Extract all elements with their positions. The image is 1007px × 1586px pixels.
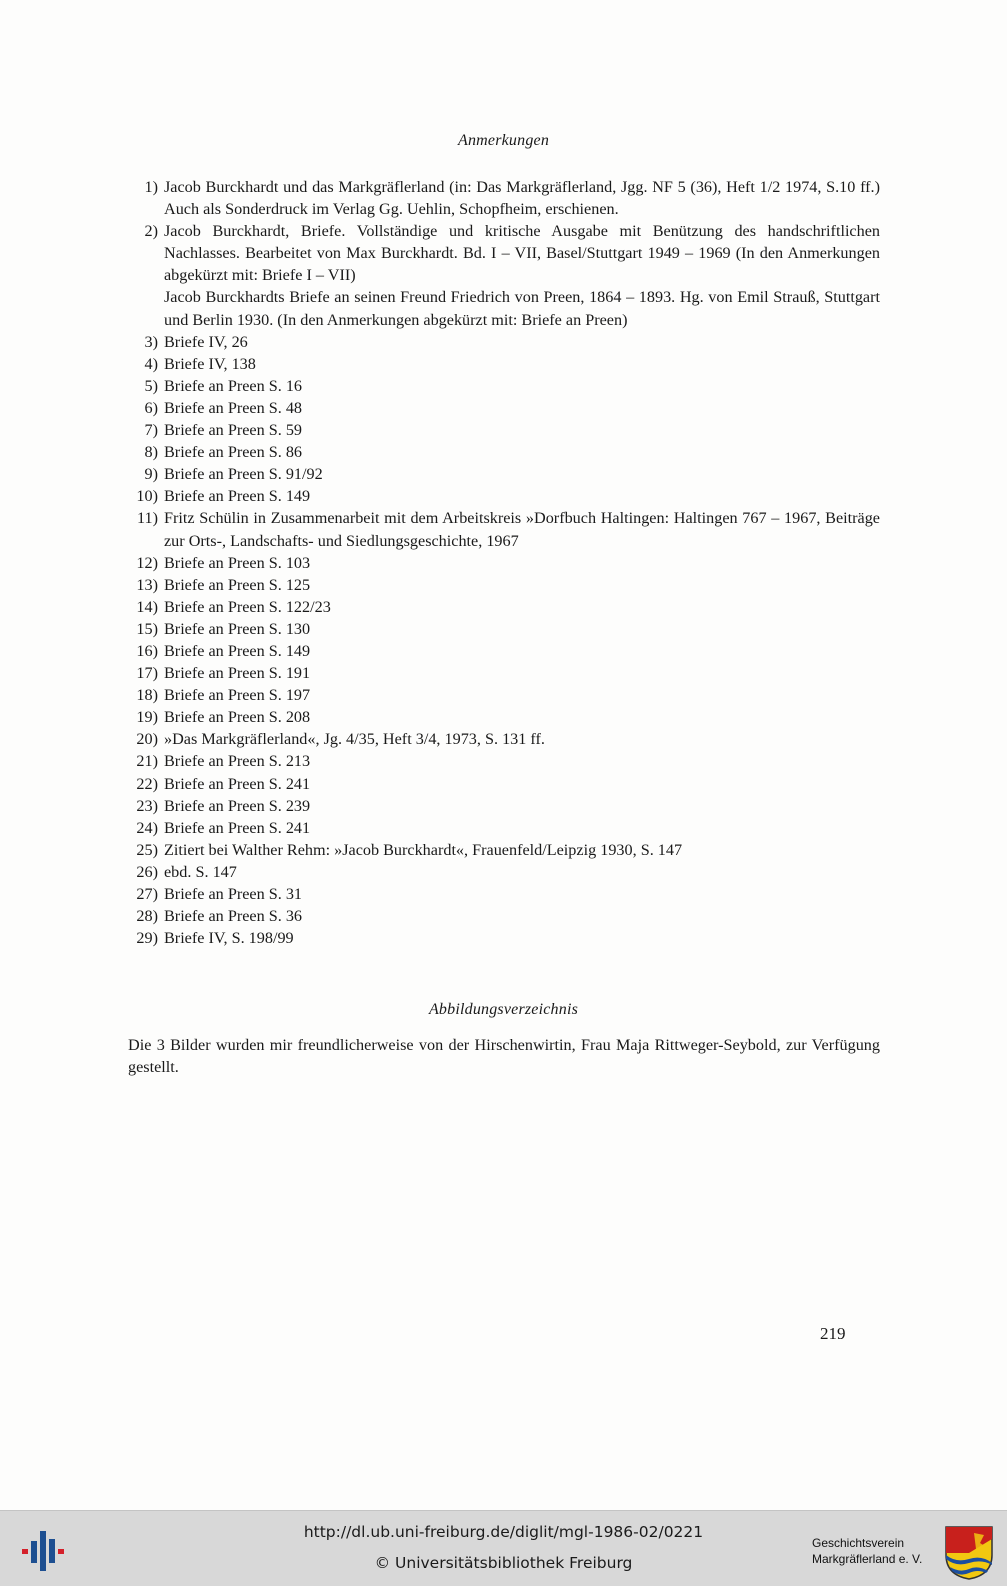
- note-text: Briefe an Preen S. 16: [164, 376, 303, 395]
- figures-heading: Abbildungsverzeichnis: [428, 1001, 579, 1018]
- note-item: [128, 485, 880, 507]
- note-item: [128, 706, 880, 728]
- note-number: 19): [136, 708, 158, 727]
- note-item: [128, 817, 880, 839]
- note-text: Briefe an Preen S. 86: [164, 443, 303, 462]
- note-item: [128, 728, 880, 750]
- note-number: 18): [136, 686, 158, 705]
- note-number: 23): [136, 796, 158, 815]
- note-item: [128, 773, 880, 795]
- note-item: [128, 353, 880, 375]
- note-text: Briefe an Preen S. 130: [164, 619, 311, 638]
- page-number: 219: [820, 1324, 846, 1343]
- figures-text: Die 3 Bilder wurden mir freundlicherweise von der Hirschenwirtin, Frau Maja Rittweger-Seybold, zur Verfügung gestellt.: [128, 1036, 880, 1077]
- note-number: 15): [136, 619, 158, 638]
- note-text: Briefe IV, S. 198/99: [164, 929, 294, 948]
- note-text: Briefe an Preen S. 241: [164, 774, 311, 793]
- note-item: [128, 331, 880, 353]
- note-text: Briefe IV, 26: [164, 332, 248, 351]
- note-text: Briefe an Preen S. 213: [164, 752, 311, 771]
- note-number: 28): [136, 907, 158, 926]
- note-item: [128, 861, 880, 883]
- note-item: [128, 176, 880, 220]
- note-item: [128, 905, 880, 927]
- note-item: [128, 507, 880, 551]
- note-text: Briefe an Preen S. 36: [164, 907, 303, 926]
- note-number: 7): [144, 421, 158, 440]
- note-text: Briefe IV, 138: [164, 354, 256, 373]
- note-number: 8): [144, 443, 158, 462]
- society-crest-icon[interactable]: [944, 1525, 994, 1581]
- note-item: [128, 883, 880, 905]
- footer-url-link[interactable]: http://dl.ub.uni-freiburg.de/diglit/mgl-1986-02/0221: [303, 1523, 704, 1541]
- note-item: [128, 795, 880, 817]
- note-number: 17): [136, 664, 158, 683]
- note-number: 26): [136, 862, 158, 881]
- note-number: 14): [136, 597, 158, 616]
- note-text: Briefe an Preen S. 31: [164, 885, 303, 903]
- note-number: 21): [136, 752, 158, 771]
- note-item: [128, 662, 880, 684]
- note-item: [128, 927, 880, 949]
- note-number: 2): [144, 222, 158, 241]
- note-item: [128, 618, 880, 640]
- note-item: [128, 596, 880, 618]
- footer-bar: [0, 1510, 1007, 1586]
- note-number: 11): [137, 509, 158, 528]
- note-text: Briefe an Preen S. 59: [164, 421, 303, 440]
- note-text: Briefe an Preen S. 149: [164, 487, 311, 506]
- note-item: [128, 286, 880, 330]
- note-text: Briefe an Preen S. 208: [164, 708, 311, 727]
- note-item: [128, 574, 880, 596]
- note-text: Briefe an Preen S. 122/23: [164, 597, 331, 616]
- note-number: 27): [136, 885, 158, 903]
- note-number: 3): [144, 332, 158, 351]
- note-text: Briefe an Preen S. 239: [164, 796, 311, 815]
- notes-list: [128, 176, 880, 949]
- note-text: »Das Markgräflerland«, Jg. 4/35, Heft 3/4, 1973, S. 131 ff.: [164, 730, 545, 749]
- note-number: 5): [144, 376, 158, 395]
- note-text: ebd. S. 147: [164, 862, 237, 881]
- note-text: Briefe an Preen S. 103: [164, 553, 311, 572]
- note-number: 6): [144, 398, 158, 417]
- note-text: Briefe an Preen S. 48: [164, 398, 303, 417]
- note-item: [128, 839, 880, 861]
- note-number: 12): [136, 553, 158, 572]
- note-item: [128, 750, 880, 772]
- society-name-line2: Markgräflerland e. V.: [812, 1552, 923, 1566]
- society-name: [812, 1535, 932, 1567]
- note-text: Briefe an Preen S. 91/92: [164, 465, 323, 484]
- note-number: 25): [136, 840, 158, 859]
- note-item: [128, 397, 880, 419]
- note-text: Fritz Schülin in Zusammenarbeit mit dem Arbeitskreis »Dorfbuch Haltingen: Haltingen 767 – 1967, Beiträge zur Orts-, Landschafts- und Siedlungsgeschichte, 1967: [164, 509, 880, 550]
- note-number: 9): [144, 465, 158, 484]
- note-text: Zitiert bei Walther Rehm: »Jacob Burckhardt«, Frauenfeld/Leipzig 1930, S. 147: [164, 840, 683, 859]
- note-number: 13): [136, 575, 158, 594]
- note-text: Briefe an Preen S. 125: [164, 575, 311, 594]
- footer-copyright: © Universitätsbibliothek Freiburg: [374, 1554, 633, 1572]
- note-text: Briefe an Preen S. 191: [164, 664, 311, 683]
- note-number: 22): [136, 774, 158, 793]
- note-text: Jacob Burckhardt, Briefe. Vollständige und kritische Ausgabe mit Benützung des handschriftlichen Nachlasses. Bearbeitet von Max Burckhardt. Bd. I – VII, Basel/Stuttgart 1949 – 1969 (In den Anmerkungen abgekürzt mit: Briefe I – VII): [164, 222, 880, 285]
- note-item: [128, 441, 880, 463]
- note-number: 10): [136, 487, 158, 506]
- note-number: 20): [136, 730, 158, 749]
- note-number: 1): [144, 178, 158, 196]
- note-item: [128, 419, 880, 441]
- note-item: [128, 375, 880, 397]
- note-number: 4): [144, 354, 158, 373]
- note-item: [128, 463, 880, 485]
- note-item: [128, 640, 880, 662]
- note-text: Jacob Burckhardt und das Markgräflerland (in: Das Markgräflerland, Jgg. NF 5 (36), Heft 1/2 1974, S.10 ff.) Auch als Sonderdruck im Verlag Gg. Uehlin, Schopfheim, erschienen.: [164, 178, 880, 219]
- society-name-line1: Geschichtsverein: [812, 1536, 905, 1550]
- note-text: Briefe an Preen S. 149: [164, 641, 311, 660]
- notes-heading: Anmerkungen: [457, 132, 550, 149]
- note-item: [128, 684, 880, 706]
- note-item: [128, 220, 880, 286]
- note-number: 29): [136, 929, 158, 948]
- note-number: 16): [136, 641, 158, 660]
- note-text: Briefe an Preen S. 197: [164, 686, 311, 705]
- note-text: Briefe an Preen S. 241: [164, 818, 311, 837]
- note-number: 24): [136, 818, 158, 837]
- note-item: [128, 552, 880, 574]
- note-text: Jacob Burckhardts Briefe an seinen Freund Friedrich von Preen, 1864 – 1893. Hg. von Emil Strauß, Stuttgart und Berlin 1930. (In den Anmerkungen abgekürzt mit: Briefe an Preen): [164, 288, 880, 329]
